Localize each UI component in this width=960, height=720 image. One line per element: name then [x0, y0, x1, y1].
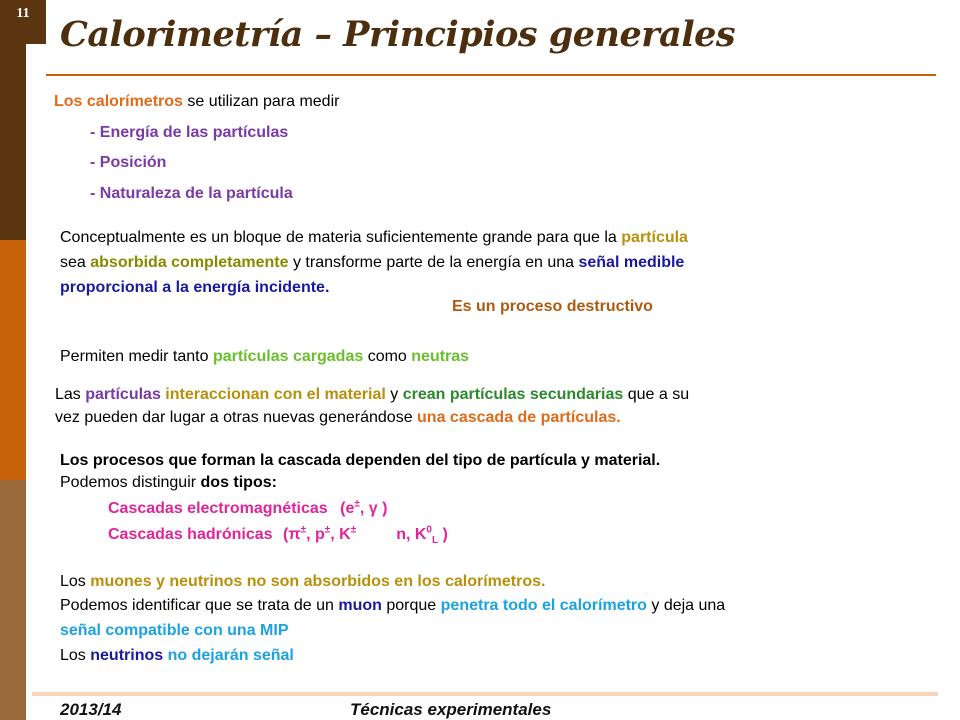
muons-text-4a: Los: [60, 647, 91, 664]
intro-subject: Los calorímetros: [54, 93, 183, 110]
no-signal: no dejarán señal: [167, 647, 294, 664]
em-cascade-label: Cascadas electromagnéticas: [108, 500, 328, 517]
intro-verb: se utilizan para medir: [182, 93, 340, 110]
interaction-text-a: Las: [55, 386, 86, 403]
measure-text-a: Permiten medir tanto: [60, 348, 213, 365]
processes-two-types: dos tipos:: [200, 474, 277, 491]
concept-line-3: proporcional a la energía incidente.: [60, 279, 330, 296]
muons-text-2e: y deja una: [646, 597, 726, 614]
measure-charged: partículas cargadas: [212, 348, 364, 365]
interaction-text-g: que a su: [623, 386, 690, 403]
em-cascade-particles: (e±, γ ): [340, 498, 388, 517]
intro-item-position: - Posición: [90, 154, 167, 171]
muons-and-neutrinos: muones y neutrinos: [90, 573, 243, 590]
muon-word: muon: [338, 597, 382, 614]
hadronic-cascade-label: Cascadas hadrónicas: [108, 526, 273, 543]
muon-penetrates: penetra todo el calorímetro: [440, 597, 647, 614]
measure-neutral: neutras: [411, 348, 470, 365]
concept-text-2c: y transforme parte de la energía en una: [288, 254, 579, 271]
interaction-particles: partículas: [85, 386, 161, 403]
concept-text-2a: sea: [60, 254, 91, 271]
interaction-line-2: [55, 407, 621, 429]
muons-line-1: [60, 571, 545, 593]
muons-line-3: señal compatible con una MIP: [60, 622, 289, 639]
sidebar-middle: [0, 240, 26, 480]
concept-particle: partícula: [621, 229, 688, 246]
neutrinos-word: neutrinos: [90, 647, 164, 664]
interaction-line-1: [55, 384, 689, 406]
measure-text-c: como: [363, 348, 412, 365]
concept-absorbed: absorbida completamente: [90, 254, 289, 271]
title-divider: [46, 74, 936, 76]
interaction-secondary: crean partículas secundarias: [402, 386, 624, 403]
muons-line-2: [60, 595, 725, 617]
measure-line: [60, 346, 469, 368]
destructive-note: Es un proceso destructivo: [452, 298, 653, 315]
concept-line-2: [60, 252, 684, 274]
interaction-and: y: [385, 386, 403, 403]
processes-line-1: Los procesos que forman la cascada dependen del tipo de partícula y material.: [60, 452, 661, 469]
footer-divider: [32, 692, 938, 696]
hadronic-cascade-particles: (π±, p±, K± n, $K^0_L$ ): [282, 524, 448, 547]
muons-not-absorbed: no son absorbidos en los calorímetros.: [246, 573, 546, 590]
muons-text-2c: porque: [381, 597, 441, 614]
concept-signal: señal medible: [578, 254, 685, 271]
concept-text-1: Conceptualmente es un bloque de materia suficientemente grande para que la: [60, 229, 622, 246]
interaction-cascade: una cascada de partículas.: [417, 409, 621, 426]
interaction-text-2a: vez pueden dar lugar a otras nuevas generándose: [55, 409, 418, 426]
sidebar-bottom: [0, 480, 26, 720]
intro-item-energy: - Energía de las partículas: [90, 124, 289, 141]
processes-line-2: [60, 472, 277, 494]
intro-line: [54, 91, 339, 113]
slide-title: Calorimetría – Principios generales: [60, 14, 736, 55]
em-cascade-line: [108, 498, 387, 520]
intro-item-nature: - Naturaleza de la partícula: [90, 185, 293, 202]
interaction-material: interaccionan con el material: [165, 386, 386, 403]
hadronic-cascade-line: [108, 524, 448, 546]
muons-text-2a: Podemos identificar que se trata de un: [60, 597, 339, 614]
page-number: 11: [0, 0, 46, 44]
footer-year: 2013/14: [60, 700, 122, 719]
processes-text-2a: Podemos distinguir: [60, 474, 201, 491]
muons-text-a: Los: [60, 573, 91, 590]
muons-line-4: [60, 645, 294, 667]
footer-course: Técnicas experimentales: [350, 700, 552, 719]
concept-line-1: [60, 227, 688, 249]
